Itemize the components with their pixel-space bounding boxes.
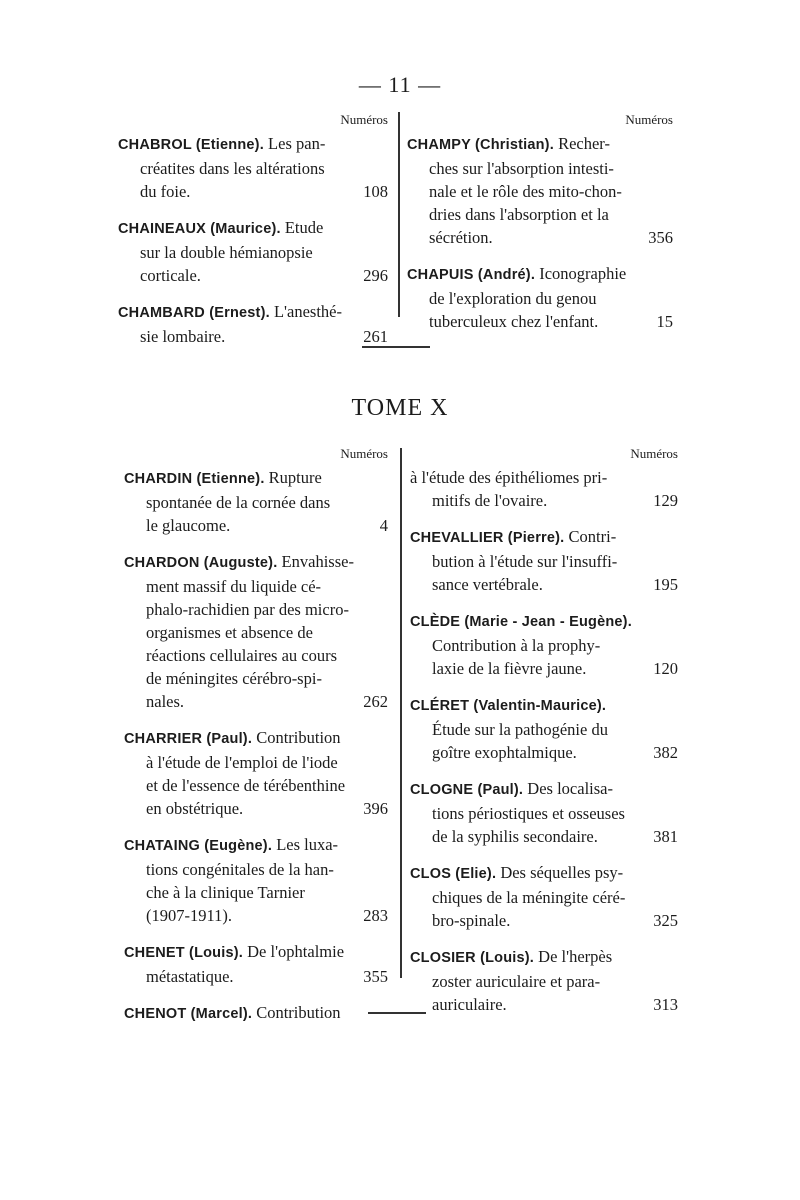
- index-entry: [124, 1001, 388, 1026]
- author-name: CHARDON (Auguste).: [124, 555, 278, 571]
- entry-text: sie lombaire.: [140, 327, 226, 346]
- top-right-column: [407, 112, 673, 346]
- page-number: — 11 —: [358, 72, 442, 97]
- index-entry: [124, 726, 388, 820]
- entry-text: auriculaire.: [432, 995, 507, 1014]
- entry-text: (1907-1911).: [146, 906, 232, 925]
- entry-text: mitifs de l'ovaire.: [432, 491, 548, 510]
- entry-text: sécrétion.: [429, 228, 493, 247]
- entry-text: De l'ophtalmie: [243, 942, 345, 961]
- author-name: CHAPUIS (André).: [407, 267, 536, 283]
- entry-text: Iconographie: [535, 264, 627, 283]
- entry-text: Envahisse-: [277, 552, 354, 571]
- entry-text: spontanée de la cornée dans: [146, 493, 331, 512]
- entry-text: métastatique.: [146, 967, 234, 986]
- author-name: CHAMPY (Christian).: [407, 137, 554, 153]
- thesis-number: 108: [363, 182, 388, 201]
- thesis-number: 382: [653, 743, 678, 762]
- numeros-header: Numéros: [340, 446, 388, 461]
- entry-text: créatites dans les altérations: [140, 159, 325, 178]
- thesis-number: 355: [363, 967, 388, 986]
- entry-text: Contri-: [564, 527, 617, 546]
- entry-text: Étude sur la pathogénie du: [432, 720, 608, 739]
- index-entry: [124, 940, 388, 988]
- entry-text: Recher-: [553, 134, 610, 153]
- index-entry: [407, 262, 673, 333]
- author-name: CHENOT (Marcel).: [124, 1006, 253, 1022]
- thesis-number: 15: [656, 312, 673, 331]
- thesis-number: 381: [653, 827, 678, 846]
- numeros-header: Numéros: [630, 446, 678, 461]
- section-rule: [362, 346, 430, 348]
- entry-text: et de l'essence de térébenthine: [146, 776, 346, 795]
- index-entry: [118, 300, 388, 348]
- entry-text: Des séquelles psy-: [496, 863, 624, 882]
- numeros-header: Numéros: [625, 112, 673, 127]
- entry-text: Etude: [280, 218, 324, 237]
- thesis-number: 4: [379, 516, 388, 535]
- entry-text: corticale.: [140, 266, 201, 285]
- index-entry: [124, 833, 388, 927]
- author-name: CHATAING (Eugène).: [124, 838, 273, 854]
- entry-text: organismes et absence de: [146, 623, 313, 642]
- entry-text: nale et le rôle des mito-chon-: [429, 182, 622, 201]
- entry-text: che à la clinique Tarnier: [146, 883, 305, 902]
- entry-text: Contribution: [252, 728, 341, 747]
- entry-text: bro-spinale.: [432, 911, 511, 930]
- index-entry: [118, 132, 388, 203]
- index-entry: [410, 466, 678, 512]
- author-name: CHENET (Louis).: [124, 945, 243, 961]
- entry-text: à l'étude des épithéliomes pri-: [410, 468, 608, 487]
- entry-text: Les pan-: [263, 134, 326, 153]
- author-name: CLÉRET (Valentin-Maurice).: [410, 698, 607, 714]
- column-divider: [400, 448, 402, 978]
- entry-text: de l'exploration du genou: [429, 289, 597, 308]
- author-name: CHAMBARD (Ernest).: [118, 305, 270, 321]
- entry-text: tions congénitales de la han-: [146, 860, 334, 879]
- author-name: CLOSIER (Louis).: [410, 950, 535, 966]
- entry-text: bution à l'étude sur l'insuffi-: [432, 552, 618, 571]
- index-entry: [124, 466, 388, 537]
- author-name: CHEVALLIER (Pierre).: [410, 530, 565, 546]
- thesis-number: 283: [363, 906, 388, 925]
- index-entry: [410, 693, 678, 764]
- index-entry: [410, 609, 678, 680]
- entry-text: phalo-rachidien par des micro-: [146, 600, 349, 619]
- section-rule: [368, 1012, 426, 1014]
- thesis-number: 396: [363, 799, 388, 818]
- entry-text: De l'herpès: [534, 947, 613, 966]
- author-name: CHAINEAUX (Maurice).: [118, 221, 281, 237]
- author-name: CHABROL (Etienne).: [118, 137, 264, 153]
- entry-text: Des localisa-: [523, 779, 613, 798]
- entry-text: tions périostiques et osseuses: [432, 804, 625, 823]
- author-name: CLOS (Elie).: [410, 866, 497, 882]
- thesis-number: 120: [653, 659, 678, 678]
- thesis-number: 325: [653, 911, 678, 930]
- entry-text: L'anesthé-: [269, 302, 342, 321]
- entry-text: Contribution à la prophy-: [432, 636, 601, 655]
- author-name: CHARRIER (Paul).: [124, 731, 253, 747]
- entry-text: chiques de la méningite céré-: [432, 888, 626, 907]
- top-left-column: [118, 112, 388, 361]
- entry-text: nales.: [146, 692, 185, 711]
- entry-text: sance vertébrale.: [432, 575, 543, 594]
- index-entry: [410, 861, 678, 932]
- numeros-header: Numéros: [340, 112, 388, 127]
- index-entry: [124, 550, 388, 713]
- thesis-number: 296: [363, 266, 388, 285]
- entry-text: sur la double hémianopsie: [140, 243, 313, 262]
- entry-text: tuberculeux chez l'enfant.: [429, 312, 599, 331]
- entry-text: le glaucome.: [146, 516, 231, 535]
- bottom-left-column: [124, 446, 388, 1039]
- author-name: CLOGNE (Paul).: [410, 782, 524, 798]
- entry-text: ment massif du liquide cé-: [146, 577, 322, 596]
- thesis-number: 195: [653, 575, 678, 594]
- entry-text: en obstétrique.: [146, 799, 244, 818]
- entry-text: dries dans l'absorption et la: [429, 205, 609, 224]
- entry-text: Contribution: [252, 1003, 341, 1022]
- entry-text: Rupture: [264, 468, 322, 487]
- entry-text: zoster auriculaire et para-: [432, 972, 601, 991]
- author-name: CLÈDE (Marie - Jean - Eugène).: [410, 614, 632, 630]
- thesis-number: 261: [363, 327, 388, 346]
- thesis-number: 313: [653, 995, 678, 1014]
- index-entry: [410, 945, 678, 1016]
- index-entry: [118, 216, 388, 287]
- author-name: CHARDIN (Etienne).: [124, 471, 265, 487]
- column-divider: [398, 112, 400, 317]
- entry-text: réactions cellulaires au cours: [146, 646, 338, 665]
- thesis-number: 356: [648, 228, 673, 247]
- index-entry: [407, 132, 673, 249]
- thesis-number: 262: [363, 692, 388, 711]
- entry-text: du foie.: [140, 182, 191, 201]
- entry-text: à l'étude de l'emploi de l'iode: [146, 753, 338, 772]
- thesis-number: 129: [653, 491, 678, 510]
- entry-text: laxie de la fièvre jaune.: [432, 659, 587, 678]
- entry-text: de la syphilis secondaire.: [432, 827, 598, 846]
- entry-text: Les luxa-: [272, 835, 339, 854]
- index-entry: [410, 777, 678, 848]
- entry-text: de méningites cérébro-spi-: [146, 669, 322, 688]
- bottom-right-column: [410, 446, 678, 1029]
- tome-title: TOME X: [351, 395, 449, 421]
- index-entry: [410, 525, 678, 596]
- entry-text: ches sur l'absorption intesti-: [429, 159, 614, 178]
- entry-text: goître exophtalmique.: [432, 743, 577, 762]
